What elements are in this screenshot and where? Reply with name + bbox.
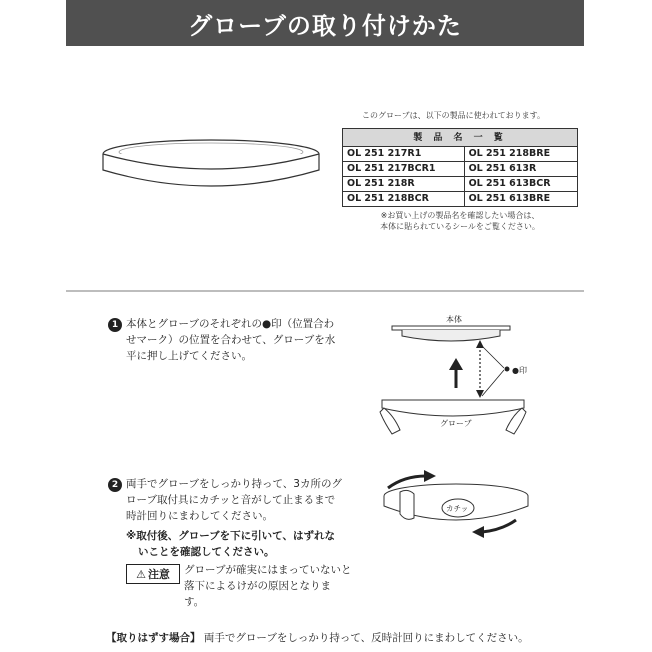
table-row [343, 177, 578, 192]
product-cell: OL 251 613BCR [464, 177, 577, 192]
step-2-text: 両手でグローブをしっかり持って、3カ所のグ ローブ取付具にカチッと音がして止まるまで 時計回りにまわしてください。 [126, 478, 342, 522]
caution-badge: ⚠ 注意 [126, 564, 180, 584]
page-title: グローブの取り付けかた [66, 0, 584, 46]
caution-text: グローブが確実にはまっていないと 落下によるけがの原因となりま す。 [184, 564, 352, 608]
product-cell: OL 251 613BRE [464, 192, 577, 207]
product-table-heading: 製 品 名 一 覧 [343, 129, 578, 147]
globe-label: グローブ [440, 419, 472, 428]
globe-illustration [98, 132, 324, 194]
product-note: このグローブは、以下の製品に使われております。 [362, 111, 545, 120]
mark-label: ●印 [512, 366, 527, 375]
section-divider [66, 290, 584, 292]
table-row [343, 162, 578, 177]
step-1-text: 本体とグローブのそれぞれの●印（位置合わ せマーク）の位置を合わせて、グローブを水 平に押し上げてください。 [126, 318, 336, 362]
step-2-note: ※取付後、グローブを下に引いて、はずれな いことを確認してください。 [126, 530, 335, 558]
removal-instructions [106, 630, 529, 645]
product-cell: OL 251 218R [343, 177, 465, 192]
removal-text: 両手でグローブをしっかり持って、反時計回りにまわしてください。 [203, 632, 529, 644]
product-cell: OL 251 217R1 [343, 147, 465, 162]
product-confirm-note: ※お買い上げの製品名を確認したい場合は、 本体に貼られているシールをご覧ください。 [380, 211, 540, 231]
product-cell: OL 251 218BCR [343, 192, 465, 207]
body-label: 本体 [446, 315, 462, 324]
table-row [343, 147, 578, 162]
product-table [342, 128, 578, 207]
table-row [343, 192, 578, 207]
click-label: カチッ [446, 504, 469, 513]
removal-label: 【取りはずす場合】 [106, 632, 201, 644]
step-2-number: 2 [108, 478, 122, 492]
step-1-number: 1 [108, 318, 122, 332]
product-cell: OL 251 218BRE [464, 147, 577, 162]
product-cell: OL 251 613R [464, 162, 577, 177]
warning-icon: ⚠ [136, 567, 146, 581]
product-cell: OL 251 217BCR1 [343, 162, 465, 177]
